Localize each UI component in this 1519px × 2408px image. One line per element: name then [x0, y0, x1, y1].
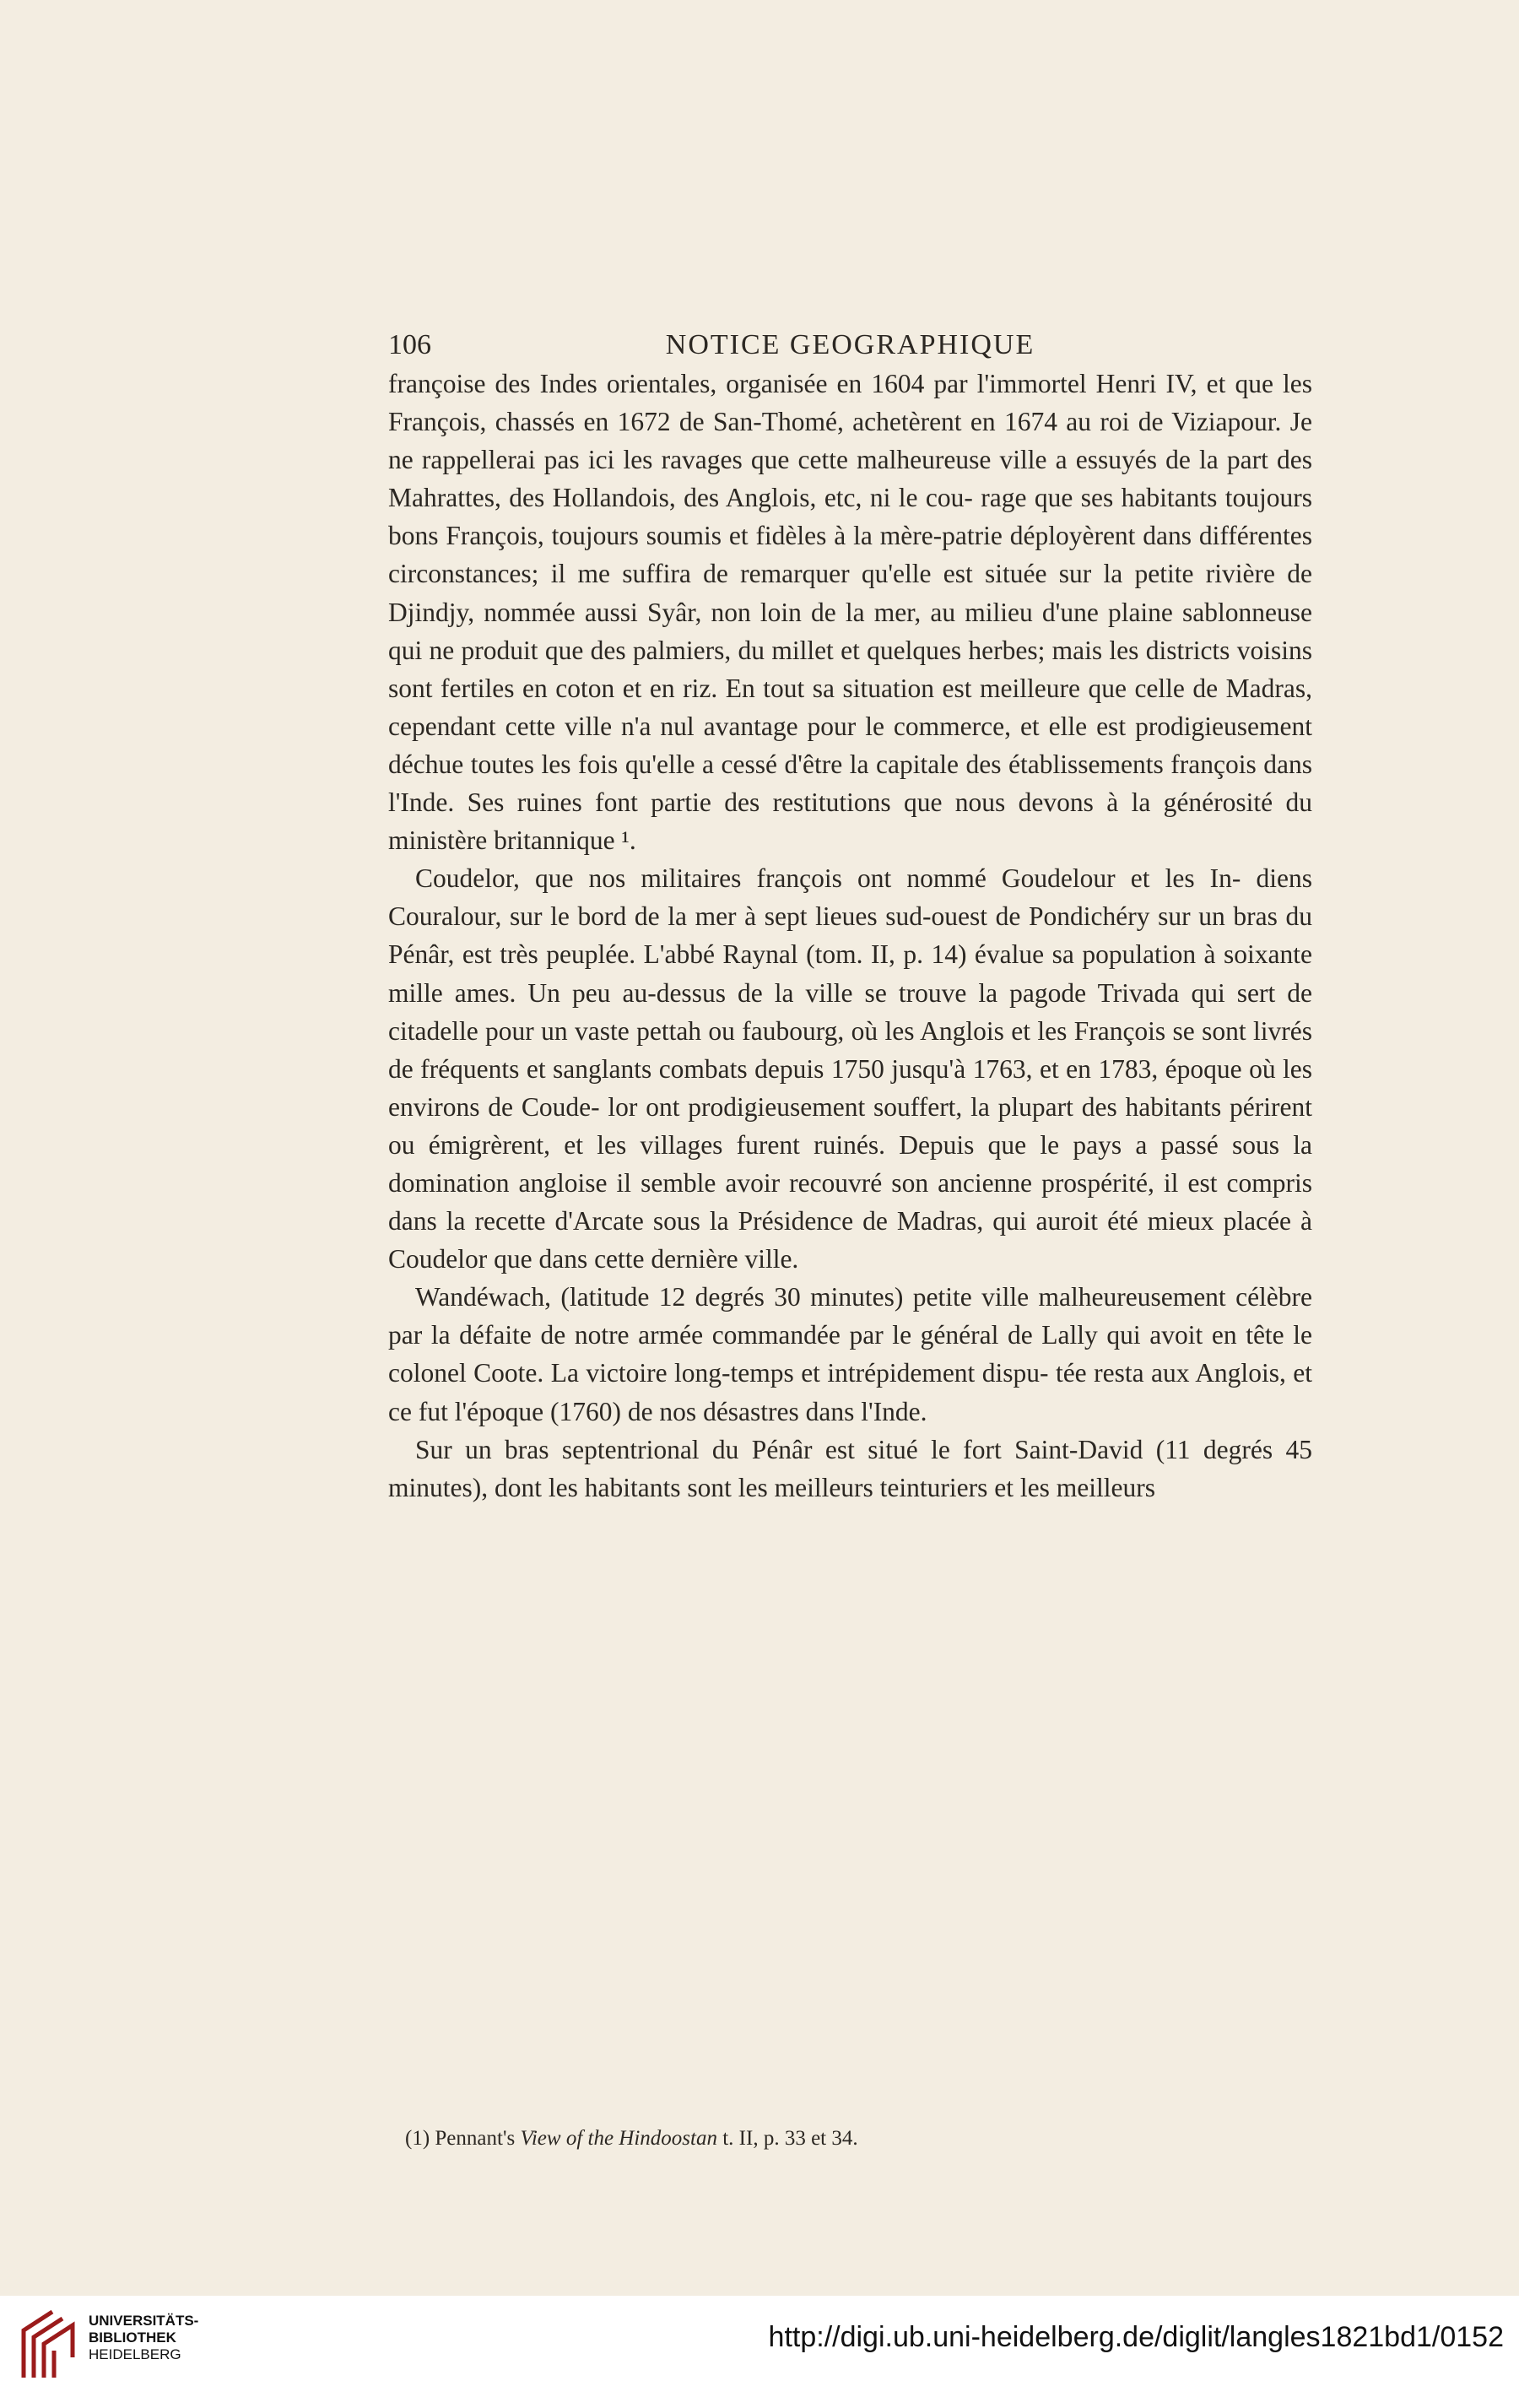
heidelberg-library-logo-icon — [19, 2307, 82, 2383]
text-line: Wandéwach, (latitude 12 degrés 30 minutes) petite ville malheureusement — [415, 1282, 1226, 1312]
text-line: nous devons à la générosité du ministère britannique ¹. — [388, 787, 1312, 856]
text-line: essuyés de la part des Mahrattes, des Hollandois, des Anglois, etc, ni le cou- — [388, 445, 1313, 513]
text-line: avoit en tête le colonel Coote. La victoire long-temps et intrépidement dispu- — [388, 1320, 1313, 1388]
text-line: la domination angloise il semble avoir recouvré son ancienne prospérité, il — [388, 1129, 1312, 1198]
text-line: sont fertiles en coton et en riz. En tout sa situation est meilleure que celle de — [388, 673, 1219, 703]
library-name — [89, 2313, 198, 2363]
text-line: Madras, cependant cette ville n'a nul avantage pour le commerce, et elle est — [388, 673, 1312, 741]
library-name-line1: UNIVERSITÄTS- — [89, 2313, 199, 2329]
footnote-title: View of the Hindoostan — [520, 2127, 717, 2150]
text-line: célèbre par la défaite de notre armée commandée par le général de Lally qui — [388, 1282, 1313, 1350]
paragraph — [388, 1431, 1312, 1507]
library-name-line3: HEIDELBERG — [89, 2346, 181, 2362]
page-number: 106 — [388, 329, 431, 360]
text-line: les Anglois et les François se sont livrés de fréquents et sanglants combats — [388, 1015, 1313, 1084]
text-line: la mère-patrie déployèrent dans différentes circonstances; il me suffira de — [388, 521, 1312, 589]
paragraph — [388, 365, 1312, 859]
text-line: françoise des Indes orientales, organisée en 1604 par l'immortel Henri IV, et — [388, 369, 1226, 398]
text-line: sur un bras du Pénâr, est très peuplée. L'abbé Raynal (tom. II, p. 14) évalue sa — [388, 901, 1313, 970]
text-line: prodigieusement déchue toutes les fois qu'elle a cessé d'être la capitale des — [388, 711, 1313, 779]
text-line: Viziapour. Je ne rappellerai pas ici les ravages que cette malheureuse ville a — [388, 407, 1312, 475]
text-line: diens Couralour, sur le bord de la mer à sept lieues sud-ouest de Pondichéry — [388, 863, 1313, 932]
text-line: remarquer qu'elle est située sur la petite rivière de Djindjy, nommée aussi — [388, 559, 1312, 627]
text-line: que des palmiers, du millet et quelques herbes; mais les districts voisins — [544, 635, 1312, 665]
running-title: NOTICE GEOGRAPHIQUE — [665, 329, 1035, 360]
paragraph — [388, 859, 1312, 1278]
text-line: 45 minutes), dont les habitants sont les meilleurs teinturiers et les meilleurs — [388, 1434, 1312, 1502]
text-line: Coudelor, que nos militaires françois ont nommé Goudelour et les In- — [415, 863, 1241, 894]
text-line: population à soixante mille ames. Un peu au-dessus de la ville se trouve la — [388, 939, 1312, 1008]
text-line: établissements françois dans l'Inde. Ses ruines font partie des restitutions que — [388, 749, 1313, 818]
footnote-prefix: (1) Pennant's — [405, 2127, 521, 2150]
paragraph — [388, 1278, 1312, 1430]
text-line: tée resta aux Anglois, et ce fut l'époque (1760) de nos désastres dans l'Inde. — [388, 1358, 1312, 1426]
body-text — [388, 365, 1312, 1507]
text-line: lor ont prodigieusement souffert, la plupart des habitants périrent ou — [388, 1091, 1313, 1160]
text-line: pagode Trivada qui sert de citadelle pour un vaste pettah ou faubourg, où — [388, 977, 1312, 1046]
text-line: Syâr, non loin de la mer, au milieu d'une plaine sablonneuse qui ne produit — [388, 597, 1313, 665]
text-line: que les François, chassés en 1672 de San-Thomé, achetèrent en 1674 au roi de — [388, 369, 1313, 437]
text-line: Sur un bras septentrional du Pénâr est situé le fort Saint-David (11 degrés — [415, 1434, 1273, 1464]
text-line: été mieux placée à Coudelor que dans cette dernière ville. — [388, 1206, 1313, 1274]
text-line: est compris dans la recette d'Arcate sous la Présidence de Madras, qui auroit — [388, 1167, 1312, 1236]
footnote-suffix: t. II, p. 33 et 34. — [716, 2127, 858, 2150]
text-line: depuis 1750 jusqu'à 1763, et en 1783, époque où les environs de Coude- — [388, 1053, 1313, 1122]
text-line: rage que ses habitants toujours bons François, toujours soumis et fidèles à — [388, 483, 1312, 551]
source-url[interactable]: http://digi.ub.uni-heidelberg.de/diglit/langles1821bd1/0152 — [768, 2321, 1504, 2353]
library-name-line2: BIBLIOTHEK — [89, 2330, 176, 2346]
footnote — [405, 2127, 1249, 2151]
text-line: émigrèrent, et les villages furent ruinés. Depuis que le pays a passé sous — [428, 1129, 1280, 1160]
